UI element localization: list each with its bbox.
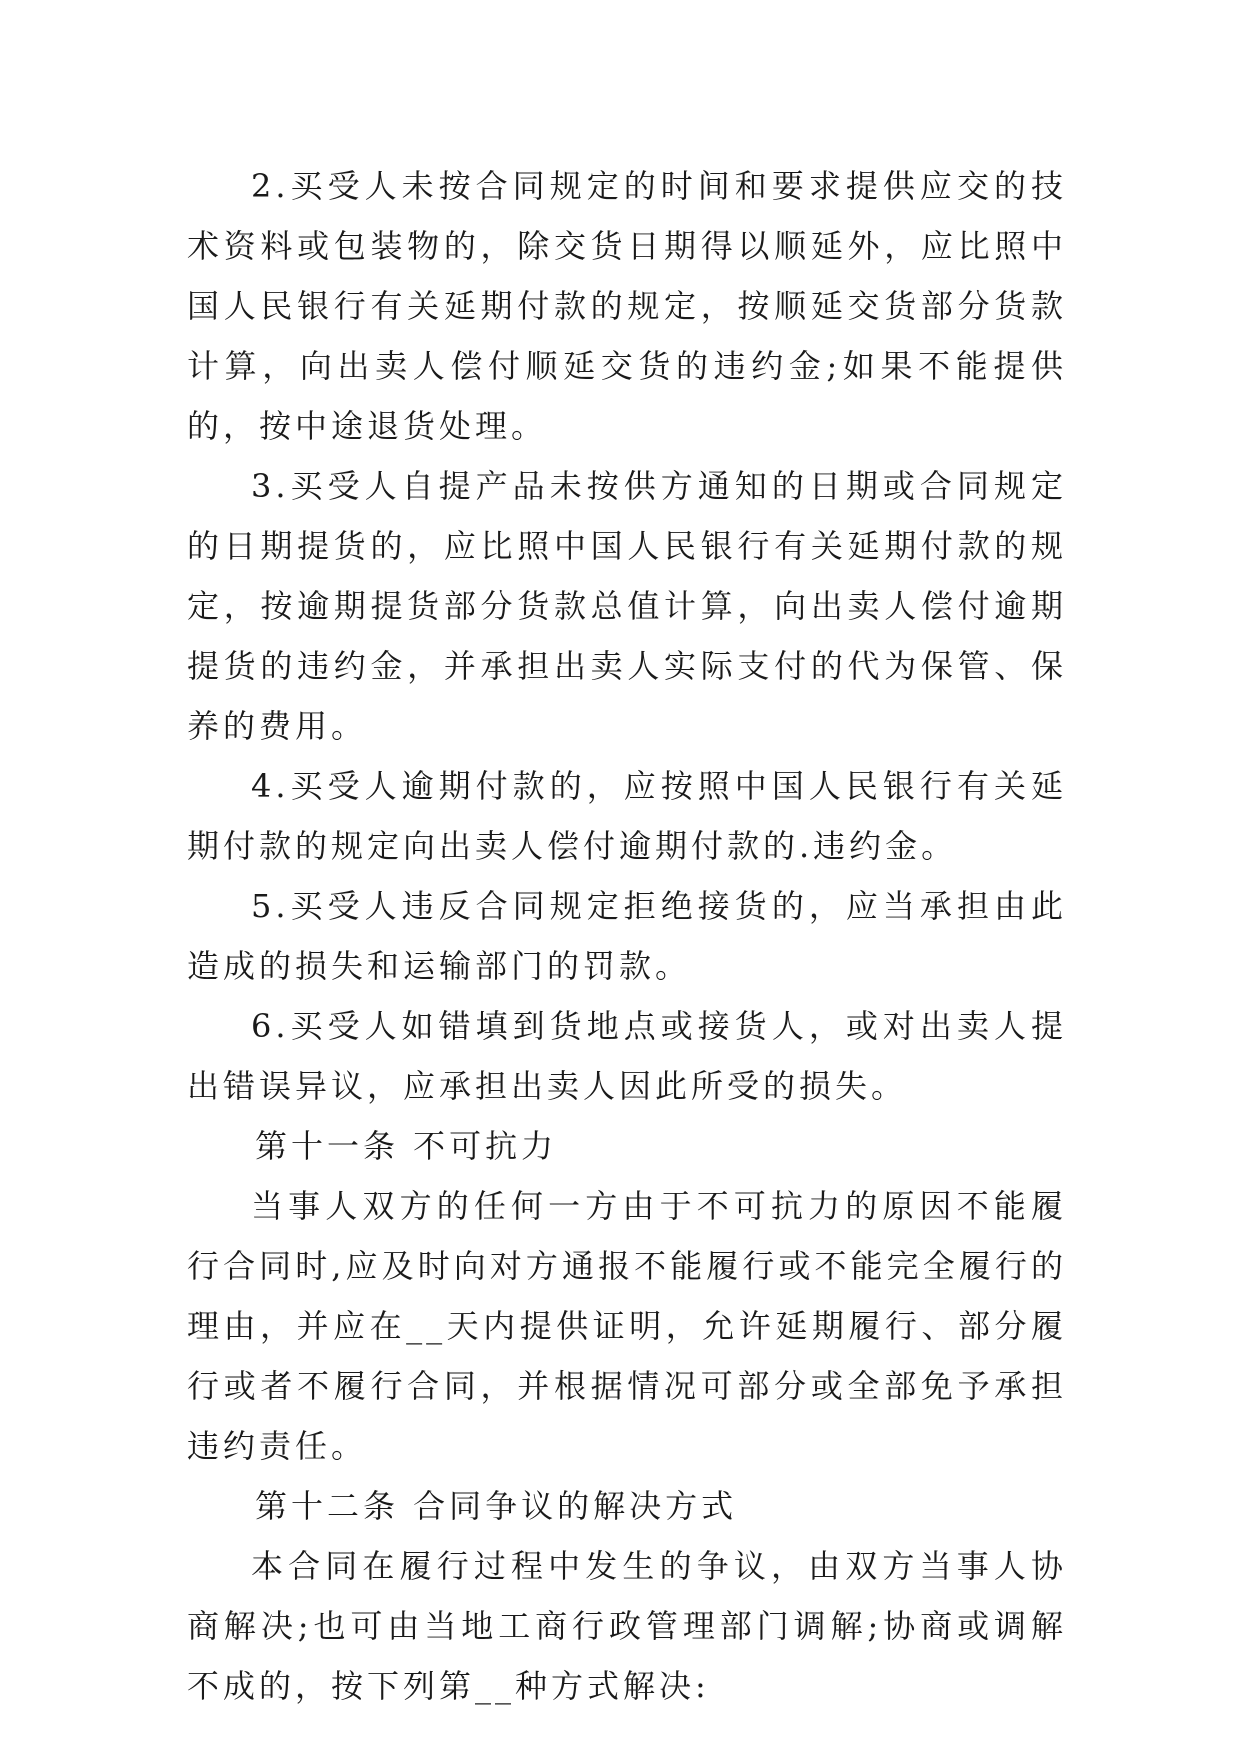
- article-12-body: 本合同在履行过程中发生的争议，由双方当事人协商解决;也可由当地工商行政管理部门调解;协商或调解不成的，按下列第__种方式解决:: [187, 1547, 1067, 1705]
- article-11-body: 当事人双方的任何一方由于不可抗力的原因不能履行合同时,应及时向对方通报不能履行或不能完全履行的理由，并应在__天内提供证明，允许延期履行、部分履行或者不履行合同，并根据情况可部分或全部免予承担违约责任。: [187, 1187, 1067, 1465]
- clause-item-4: 4.买受人逾期付款的，应按照中国人民银行有关延期付款的规定向出卖人偿付逾期付款的.违约金。: [187, 767, 1067, 865]
- article-12-heading: 第十二条 合同争议的解决方式: [255, 1487, 738, 1525]
- document-body: [187, 156, 1067, 1716]
- clause-item-2: 2.买受人未按合同规定的时间和要求提供应交的技术资料或包装物的，除交货日期得以顺延外，应比照中国人民银行有关延期付款的规定，按顺延交货部分货款计算，向出卖人偿付顺延交货的违约金;如果不能提供的，按中途退货处理。: [187, 167, 1067, 445]
- article-11-heading: 第十一条 不可抗力: [255, 1127, 558, 1165]
- clause-item-5: 5.买受人违反合同规定拒绝接货的，应当承担由此造成的损失和运输部门的罚款。: [187, 887, 1067, 985]
- clause-item-6: 6.买受人如错填到货地点或接货人，或对出卖人提出错误异议，应承担出卖人因此所受的损失。: [187, 1007, 1067, 1105]
- clause-item-3: 3.买受人自提产品未按供方通知的日期或合同规定的日期提货的，应比照中国人民银行有关延期付款的规定，按逾期提货部分货款总值计算，向出卖人偿付逾期提货的违约金，并承担出卖人实际支付的代为保管、保养的费用。: [187, 467, 1067, 745]
